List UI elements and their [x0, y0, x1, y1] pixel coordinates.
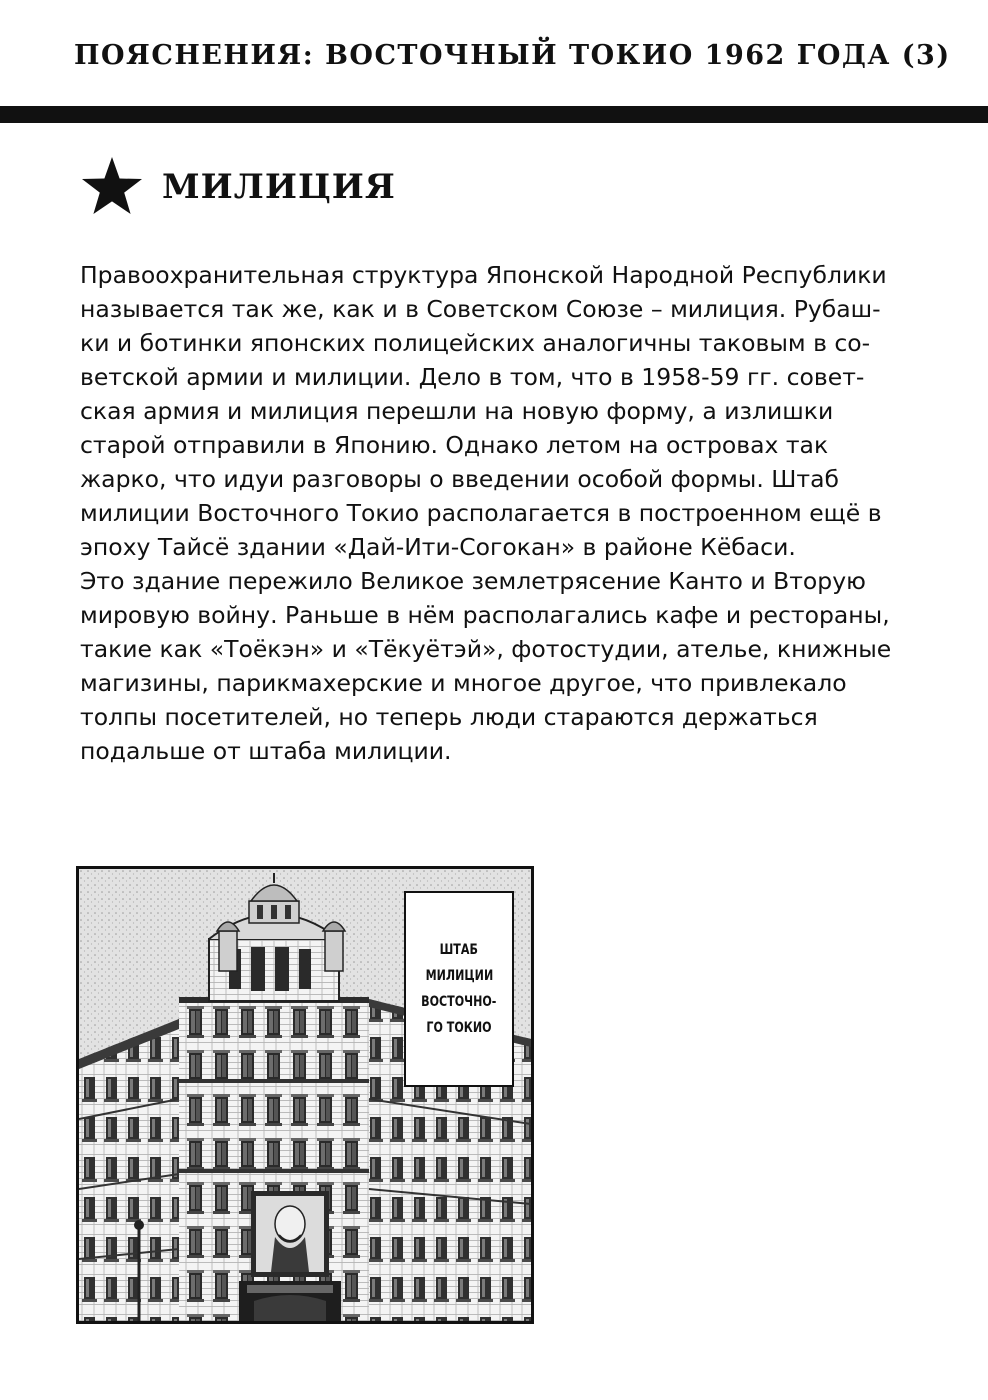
page-header — [0, 0, 988, 108]
body-line: толпы посетителей, но теперь люди стараются держаться — [80, 703, 818, 731]
body-line: Это здание пережило Великое землетрясение Канто и Вторую — [80, 567, 866, 595]
section-title: МИЛИЦИЯ — [162, 167, 396, 207]
body-line: старой отправили в Японию. Однако летом на островах так — [80, 431, 829, 459]
body-line: Правоохранительная структура Японской Народной Республики — [80, 261, 887, 289]
body-line: ветской армии и милиции. Дело в том, что в 1958-59 гг. совет- — [80, 363, 865, 391]
caption-line: ШТАБ — [439, 942, 479, 958]
body-line: такие как «Тоёкэн» и «Тёкуётэй», фотостудии, ателье, книжные — [80, 635, 892, 663]
caption-line: ВОСТОЧНО- — [421, 994, 497, 1010]
body-line: подальше от штаба милиции. — [80, 737, 452, 765]
caption-box — [404, 891, 514, 1087]
body-line: ская армия и милиция перешли на новую форму, а излишки — [80, 397, 834, 425]
body-line: мировую войну. Раньше в нём располагались кафе и рестораны, — [80, 601, 890, 629]
caption-line: МИЛИЦИИ — [425, 968, 493, 984]
body-line: называется так же, как и в Советском Союзе – милиция. Рубаш- — [80, 295, 881, 323]
section-heading — [80, 155, 396, 219]
header-rule — [0, 106, 988, 123]
body-line: жарко, что идуи разговоры о введении особой формы. Штаб — [80, 465, 839, 493]
page-title: ПОЯСНЕНИЯ: ВОСТОЧНЫЙ ТОКИО 1962 ГОДА (3) — [74, 40, 951, 71]
caption-line: ГО ТОКИО — [426, 1020, 492, 1036]
star-icon — [80, 155, 144, 219]
body-line: эпоху Тайсё здании «Дай-Ити-Согокан» в районе Кёбаси. — [80, 533, 796, 561]
body-line: милиции Восточного Токио располагается в построенном ещё в — [80, 499, 882, 527]
body-text — [80, 258, 950, 768]
body-line: магизины, парикмахерские и многое другое, что привлекало — [80, 669, 847, 697]
body-line: ки и ботинки японских полицейских аналогичны таковым в со- — [80, 329, 871, 357]
